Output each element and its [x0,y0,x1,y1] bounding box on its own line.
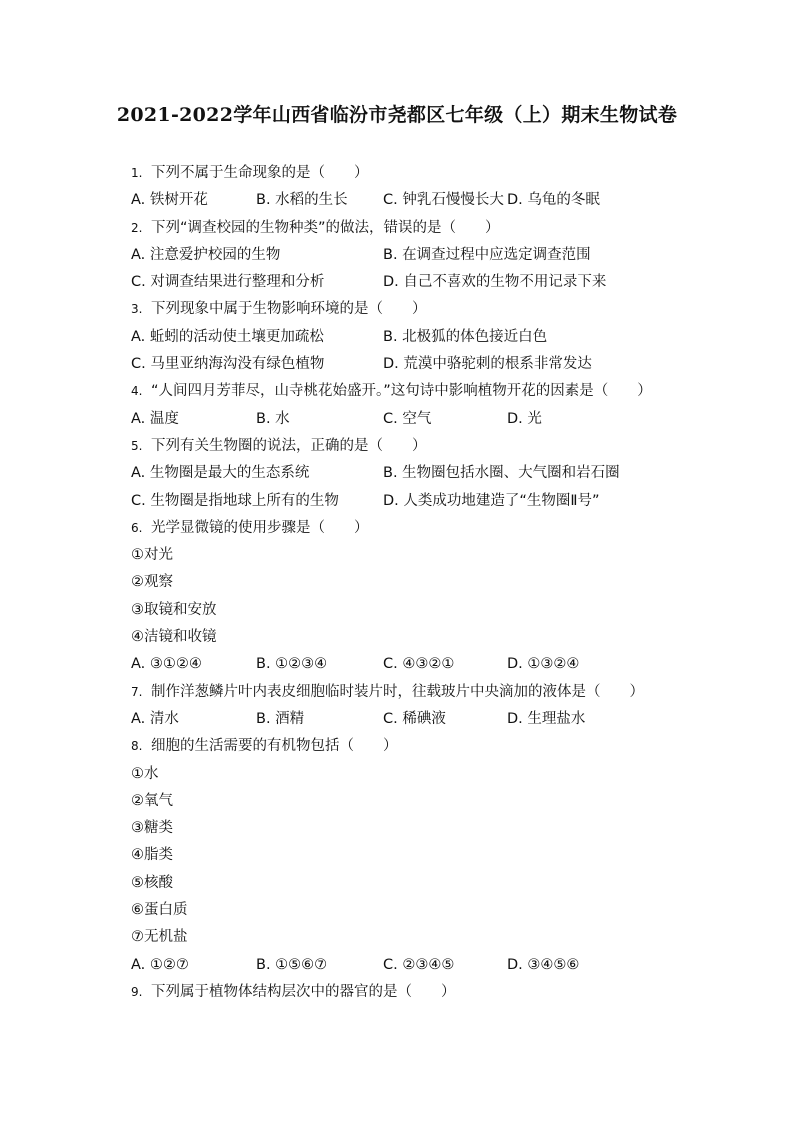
question-number: 9. [131,984,143,999]
question-item: ④洁镜和收镜 [131,629,217,646]
answer-option: B. 生物圈包括水圈、大气圈和岩石圈 [383,465,620,482]
question-item: ②观察 [131,574,173,591]
question-item: ③糖类 [131,820,173,837]
answer-option: A. 温度 [131,410,179,427]
question-text: 下列有关生物圈的说法，正确的是（ ） [151,437,427,454]
question-item: ⑤核酸 [131,874,173,891]
question-item: ⑦无机盐 [131,929,188,946]
question-stem [131,296,731,323]
answer-option: A. 生物圈是最大的生态系统 [131,465,310,482]
question-stem [131,679,731,706]
answer-option: A. 注意爱护校园的生物 [131,246,281,263]
answer-option: B. ①②③④ [256,656,328,673]
answer-option: B. 北极狐的体色接近白色 [383,328,548,345]
answer-option: D. 荒漠中骆驼刺的根系非常发达 [383,356,592,373]
answer-option: B. ①⑤⑥⑦ [256,956,328,973]
question-stem [131,160,731,187]
question-item: ③取镜和安放 [131,601,217,618]
option-row [131,187,731,214]
question-number: 4. [131,384,143,399]
answer-option: D. 生理盐水 [507,710,586,727]
question-number: 3. [131,302,143,317]
answer-option: D. ①③②④ [507,656,580,673]
option-row [131,324,731,351]
answer-option: D. 自己不喜欢的生物不用记录下来 [383,274,607,291]
answer-option: A. ③①②④ [131,656,202,673]
option-row [131,460,731,487]
answer-option: C. ②③④⑤ [383,956,455,973]
question-stem [131,215,731,242]
answer-option: A. ①②⑦ [131,956,189,973]
question-item: ①水 [131,765,159,782]
question-stem [131,378,731,405]
answer-option: C. 对调查结果进行整理和分析 [131,274,325,291]
question-number: 5. [131,438,143,453]
question-stem [131,515,731,542]
answer-option: A. 铁树开花 [131,192,208,209]
option-row [131,351,731,378]
question-text: 制作洋葱鳞片叶内表皮细胞临时装片时，往载玻片中央滴加的液体是（ ） [151,683,644,700]
option-row [131,706,731,733]
answer-option: B. 水 [256,410,290,427]
answer-option: B. 酒精 [256,710,305,727]
exam-title: 2021-2022学年山西省临汾市尧都区七年级（上）期末生物试卷 [116,104,678,126]
question-stem [131,433,731,460]
answer-option: B. 水稻的生长 [256,192,348,209]
answer-option: C. ④③②① [383,656,455,673]
answer-option: A. 蚯蚓的活动使土壤更加疏松 [131,328,324,345]
question-text: “人间四月芳菲尽，山寺桃花始盛开。”这句诗中影响植物开花的因素是（ ） [151,383,652,400]
question-text: 下列属于植物体结构层次中的器官的是（ ） [151,983,456,1000]
question-item: ②氧气 [131,792,173,809]
answer-option: D. 乌龟的冬眠 [507,192,600,209]
answer-option: B. 在调查过程中应选定调查范围 [383,246,591,263]
question-number: 2. [131,220,143,235]
question-number: 6. [131,520,143,535]
answer-option: D. 光 [507,410,542,427]
answer-option: C. 生物圈是指地球上所有的生物 [131,492,339,509]
answer-option: C. 钟乳石慢慢长大 [383,192,504,209]
option-row [131,242,731,269]
question-item: ⑥蛋白质 [131,902,188,919]
question-text: 下列现象中属于生物影响环境的是（ ） [151,301,427,318]
question-text: 下列不属于生命现象的是（ ） [151,165,369,181]
question-item: ①对光 [131,547,173,564]
question-list [131,160,731,1006]
question-stem [131,733,731,760]
option-row [131,952,731,979]
answer-option: C. 空气 [383,410,432,427]
question-text: 细胞的生活需要的有机物包括（ ） [151,738,398,755]
option-row [131,488,731,515]
question-text: 光学显微镜的使用步骤是（ ） [151,519,369,536]
question-stem [131,979,731,1006]
option-row [131,406,731,433]
question-text: 下列“调查校园的生物种类”的做法，错误的是（ ） [151,219,500,236]
answer-option: C. 马里亚纳海沟没有绿色植物 [131,356,325,373]
answer-option: D. 人类成功地建造了“生物圈Ⅱ号” [383,492,600,509]
answer-option: D. ③④⑤⑥ [507,956,580,973]
answer-option: C. 稀碘液 [383,710,446,727]
question-number: 7. [131,684,143,699]
option-row [131,269,731,296]
question-item: ④脂类 [131,847,173,864]
answer-option: A. 清水 [131,710,179,727]
question-number: 8. [131,739,143,754]
option-row [131,651,731,678]
question-number: 1. [131,166,143,180]
